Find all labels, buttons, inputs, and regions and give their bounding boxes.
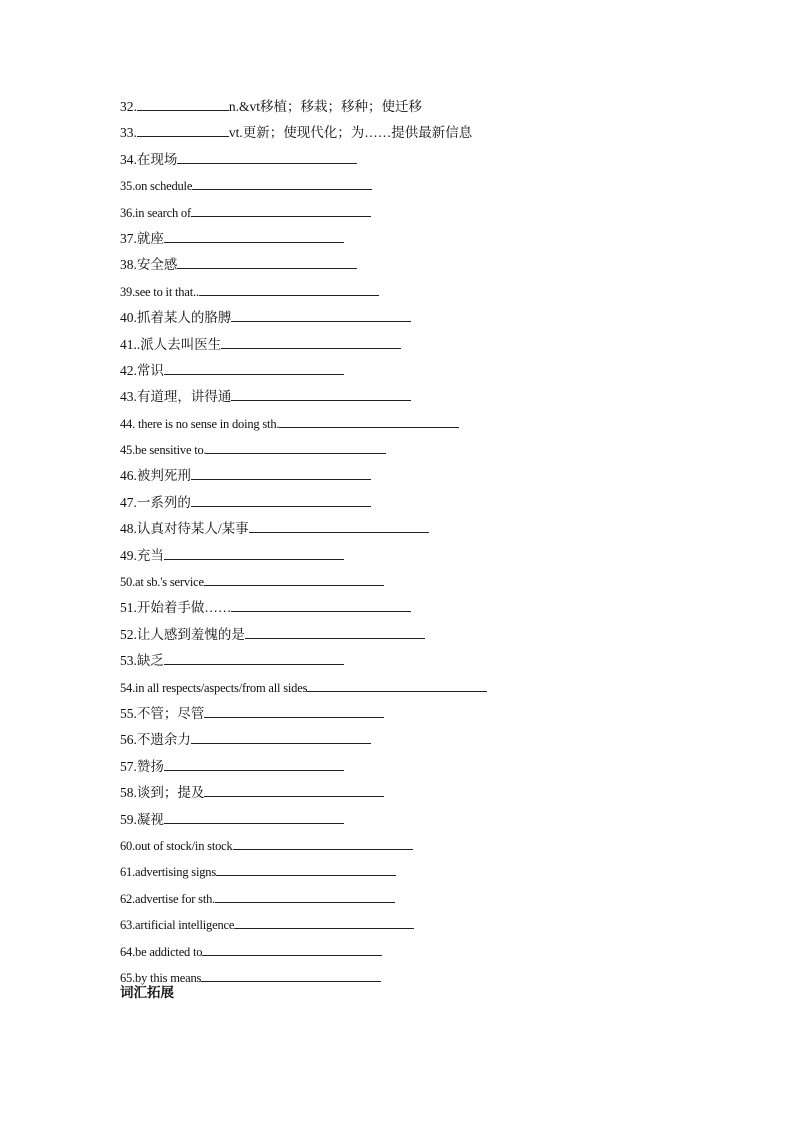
exercise-prompt: 51.开始着手做…… — [120, 600, 232, 616]
exercise-prompt: 37.就座 — [120, 230, 164, 246]
answer-blank[interactable] — [231, 598, 411, 612]
exercise-prompt: 59.凝视 — [120, 811, 164, 827]
exercise-prompt: 39.see to it that.. — [120, 284, 199, 299]
answer-blank[interactable] — [137, 123, 229, 137]
answer-blank[interactable] — [204, 704, 384, 718]
exercise-item — [120, 490, 760, 516]
exercise-item — [120, 569, 760, 595]
answer-blank[interactable] — [164, 546, 344, 560]
exercise-item — [120, 622, 760, 648]
exercise-prompt: 57.赞扬 — [120, 758, 164, 774]
exercise-item — [120, 173, 760, 199]
exercise-item — [120, 226, 760, 252]
exercise-item — [120, 358, 760, 384]
exercise-prompt: 48.认真对待某人/某事 — [120, 521, 249, 537]
exercise-item — [120, 965, 760, 991]
exercise-item — [120, 939, 760, 965]
answer-blank[interactable] — [164, 361, 344, 375]
answer-blank[interactable] — [202, 942, 382, 956]
exercise-item — [120, 648, 760, 674]
exercise-prompt: 52.让人感到羞愧的是 — [120, 626, 245, 642]
exercise-item — [120, 437, 760, 463]
exercise-item — [120, 727, 760, 753]
exercise-item — [120, 754, 760, 780]
answer-blank[interactable] — [245, 625, 425, 639]
exercise-prompt: 50.at sb.'s service — [120, 575, 204, 590]
exercise-prompt: 46.被判死刑 — [120, 468, 191, 484]
exercise-list — [120, 94, 760, 991]
answer-blank[interactable] — [191, 203, 371, 217]
exercise-prompt: 54.in all respects/aspects/from all sides — [120, 680, 308, 695]
exercise-item — [120, 859, 760, 885]
answer-blank[interactable] — [307, 678, 487, 692]
exercise-item — [120, 120, 760, 146]
exercise-prompt: 35.on schedule — [120, 179, 193, 194]
exercise-definition: vt.更新；使现代化；为……提供最新信息 — [228, 125, 473, 141]
answer-blank[interactable] — [231, 308, 411, 322]
exercise-prompt: 62.advertise for sth. — [120, 891, 216, 906]
exercise-item — [120, 252, 760, 278]
exercise-prompt: 43.有道理，讲得通 — [120, 389, 232, 405]
exercise-prompt: 63.artificial intelligence — [120, 918, 235, 933]
exercise-item — [120, 807, 760, 833]
exercise-prompt: 53.缺乏 — [120, 653, 164, 669]
exercise-prompt: 36.in search of — [120, 205, 191, 220]
exercise-prompt: 65.by this means — [120, 970, 202, 985]
answer-blank[interactable] — [177, 150, 357, 164]
exercise-item — [120, 463, 760, 489]
answer-blank[interactable] — [164, 229, 344, 243]
exercise-item — [120, 595, 760, 621]
section-heading: 词汇拓展 — [120, 985, 174, 1000]
exercise-prompt: 32. — [120, 99, 137, 114]
exercise-item — [120, 279, 760, 305]
exercise-item — [120, 912, 760, 938]
exercise-prompt: 44. there is no sense in doing sth. — [120, 416, 280, 431]
answer-blank[interactable] — [279, 414, 459, 428]
exercise-prompt: 61.advertising signs — [120, 865, 216, 880]
exercise-prompt: 49.充当 — [120, 547, 164, 563]
exercise-prompt: 33. — [120, 125, 137, 141]
answer-blank[interactable] — [191, 493, 371, 507]
answer-blank[interactable] — [204, 572, 384, 586]
exercise-prompt: 55.不管；尽管 — [120, 705, 205, 721]
exercise-item — [120, 833, 760, 859]
exercise-prompt: 34.在现场 — [120, 151, 178, 167]
exercise-definition: n.&vt移植；移栽；移种；使迁移 — [228, 99, 423, 114]
exercise-item — [120, 200, 760, 226]
exercise-prompt: 56.不遗余力 — [120, 732, 191, 748]
answer-blank[interactable] — [249, 519, 429, 533]
exercise-prompt: 58.谈到；提及 — [120, 785, 205, 801]
exercise-item — [120, 780, 760, 806]
exercise-prompt: 45.be sensitive to. — [120, 443, 207, 458]
exercise-prompt: 47.一系列的 — [120, 494, 191, 510]
answer-blank[interactable] — [215, 889, 395, 903]
exercise-prompt: 40.抓着某人的胳膊 — [120, 310, 232, 326]
exercise-item — [120, 675, 760, 701]
exercise-item — [120, 543, 760, 569]
exercise-item — [120, 384, 760, 410]
answer-blank[interactable] — [221, 335, 401, 349]
exercise-prompt: 42.常识 — [120, 362, 164, 378]
exercise-item — [120, 886, 760, 912]
exercise-item — [120, 411, 760, 437]
exercise-item — [120, 701, 760, 727]
exercise-item — [120, 94, 760, 120]
answer-blank[interactable] — [137, 97, 229, 111]
answer-blank[interactable] — [164, 757, 344, 771]
exercise-item — [120, 305, 760, 331]
exercise-item — [120, 147, 760, 173]
exercise-prompt: 60.out of stock/in stock — [120, 838, 233, 853]
answer-blank[interactable] — [164, 651, 344, 665]
answer-blank[interactable] — [164, 810, 344, 824]
exercise-prompt: 41..派人去叫医生 — [120, 336, 222, 352]
answer-blank[interactable] — [192, 176, 372, 190]
answer-blank[interactable] — [201, 968, 381, 982]
exercise-prompt: 38.安全感 — [120, 257, 178, 273]
answer-blank[interactable] — [199, 282, 379, 296]
answer-blank[interactable] — [206, 440, 386, 454]
answer-blank[interactable] — [177, 255, 357, 269]
exercise-prompt: 64.be addicted to — [120, 944, 203, 959]
answer-blank[interactable] — [191, 730, 371, 744]
exercise-item — [120, 332, 760, 358]
answer-blank[interactable] — [234, 915, 414, 929]
answer-blank[interactable] — [231, 387, 411, 401]
answer-blank[interactable] — [216, 862, 396, 876]
answer-blank[interactable] — [204, 783, 384, 797]
answer-blank[interactable] — [191, 466, 371, 480]
answer-blank[interactable] — [233, 836, 413, 850]
exercise-item — [120, 516, 760, 542]
